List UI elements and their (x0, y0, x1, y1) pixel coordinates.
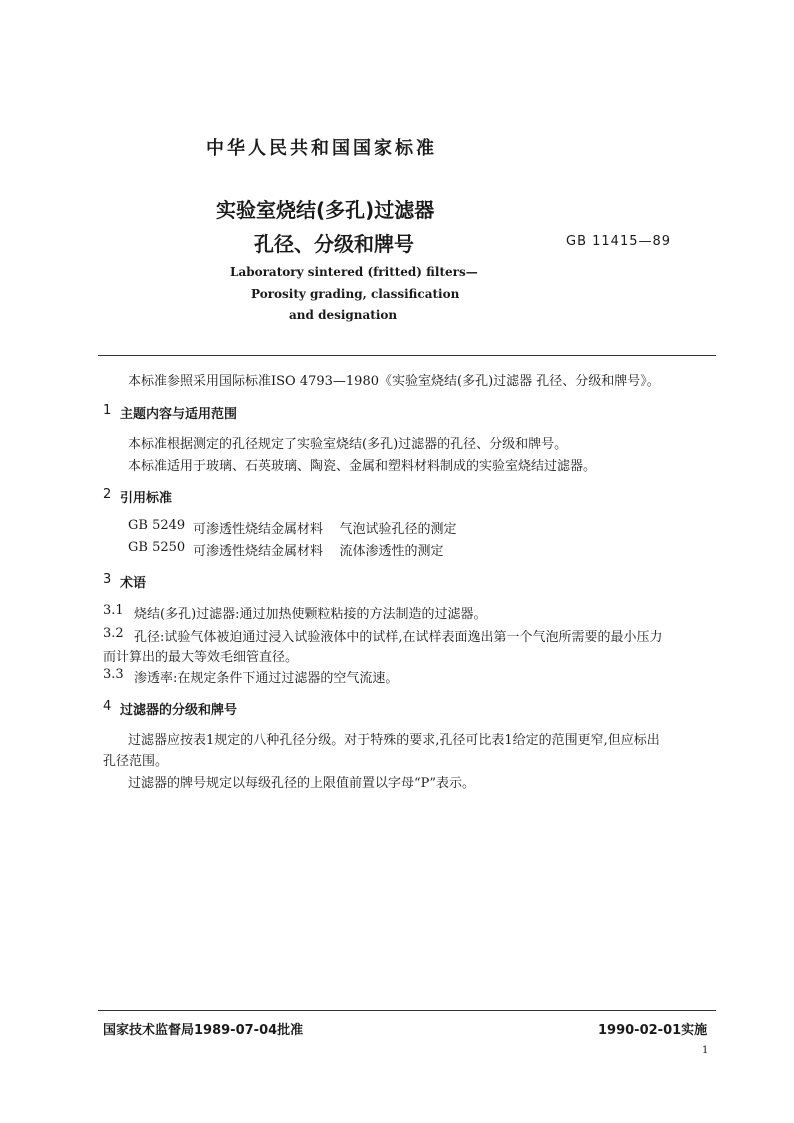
document-title-line1: 实验室烧结(多孔)过滤器 (216, 198, 435, 222)
section-3-heading: 术语 (120, 576, 147, 591)
section-4-heading: 过滤器的分级和牌号 (120, 703, 238, 718)
approval-note: 国家技术监督局1989-07-04批准 (103, 1023, 304, 1038)
section-1-paragraph: 本标准根据测定的孔径规定了实验室烧结(多孔)过滤器的孔径、分级和牌号。 (128, 437, 568, 452)
issuing-authority-title: 中华人民共和国国家标准 (206, 138, 437, 159)
english-title-line1: Laboratory sintered (fritted) filters— (230, 265, 478, 279)
section-4-paragraph: 过滤器应按表1规定的八种孔径分级。对于特殊的要求,孔径可比表1给定的范围更窄,但应标出 (128, 733, 660, 748)
term-number: 3.2 (103, 626, 124, 641)
footer-divider (98, 1010, 716, 1011)
english-title-line2: Porosity grading, classification (251, 287, 460, 301)
reference-code: GB 5250 (128, 540, 186, 555)
section-1-heading: 主题内容与适用范围 (120, 407, 238, 422)
term-definition: 渗透率:在规定条件下通过过滤器的空气流速。 (134, 671, 399, 686)
page-number: 1 (702, 1045, 709, 1056)
section-4-paragraph: 过滤器的牌号规定以每级孔径的上限值前置以字母“P”表示。 (128, 776, 476, 791)
section-2-number: 2 (103, 487, 112, 502)
term-number: 3.3 (103, 667, 124, 682)
term-definition: 烧结(多孔)过滤器:通过加热使颗粒粘接的方法制造的过滤器。 (134, 607, 487, 622)
effective-date: 1990-02-01实施 (598, 1023, 708, 1038)
document-title-line2: 孔径、分级和牌号 (254, 232, 414, 256)
reference-title: 可渗透性烧结金属材料 流体渗透性的测定 (193, 544, 444, 559)
term-number: 3.1 (103, 603, 124, 618)
standard-code: GB 11415—89 (566, 234, 672, 249)
section-2-heading: 引用标准 (120, 491, 173, 506)
english-title-line3: and designation (289, 308, 398, 322)
section-1-number: 1 (103, 403, 112, 418)
term-definition: 孔径:试验气体被迫通过浸入试验液体中的试样,在试样表面逸出第一个气泡所需要的最小压力 (134, 630, 663, 645)
section-4-number: 4 (103, 699, 112, 714)
reference-title: 可渗透性烧结金属材料 气泡试验孔径的测定 (193, 522, 457, 537)
intro-paragraph: 本标准参照采用国际标准ISO 4793—1980《实验室烧结(多孔)过滤器 孔径、分级和牌号》。 (128, 374, 660, 389)
reference-code: GB 5249 (128, 518, 186, 533)
header-divider (98, 355, 716, 356)
section-1-paragraph: 本标准适用于玻璃、石英玻璃、陶瓷、金属和塑料材料制成的实验室烧结过滤器。 (128, 459, 597, 474)
section-3-number: 3 (103, 572, 112, 587)
term-definition-continuation: 而计算出的最大等效毛细管直径。 (103, 650, 299, 665)
section-4-paragraph-continuation: 孔径范围。 (103, 754, 169, 769)
